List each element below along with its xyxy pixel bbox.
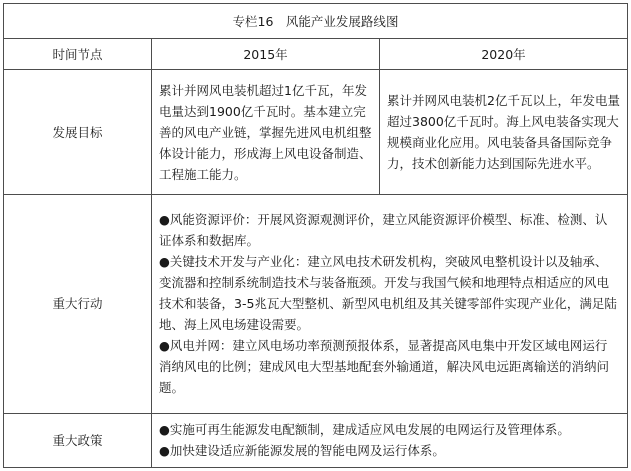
action-item-grid-connection: ●风电并网：建立风电场功率预测预报体系，显著提高风电集中开发区域电网运行消纳风电的比例；建成风电大型基地配套外输通道，解决风电远距离输送的消纳问题。 (159, 338, 610, 396)
policies-cell (152, 413, 628, 467)
policy-item-quota: ●实施可再生能源发电配额制，建成适应风电发展的电网运行及管理体系。 (159, 422, 570, 438)
actions-row (4, 194, 628, 413)
goals-row (4, 70, 628, 195)
header-time-node: 时间节点 (4, 39, 152, 70)
table-title: 专栏16 风能产业发展路线图 (4, 4, 628, 39)
actions-label: 重大行动 (4, 194, 152, 413)
header-2020: 2020年 (380, 39, 628, 70)
policies-row (4, 413, 628, 467)
policies-label: 重大政策 (4, 413, 152, 467)
actions-cell (152, 194, 628, 413)
goals-2020-cell: 累计并网风电装机2亿千瓦以上，年发电量超过3800亿千瓦时。海上风电装备实现大规模商业化应用。风电装备具备国际竞争力，技术创新能力达到国际先进水平。 (380, 70, 628, 195)
goals-2015-cell: 累计并网风电装机超过1亿千瓦，年发电量达到1900亿千瓦时。基本建立完善的风电产业链，掌握先进风电机组整体设计能力，形成海上风电设备制造、工程施工能力。 (152, 70, 380, 195)
roadmap-table (3, 3, 628, 468)
title-row (4, 4, 628, 39)
goals-label: 发展目标 (4, 70, 152, 195)
header-2015: 2015年 (152, 39, 380, 70)
header-row (4, 39, 628, 70)
action-item-resource-evaluation: ●风能资源评价：开展风资源观测评价，建立风能资源评价模型、标准、检测、认证体系和数据库。 (159, 212, 608, 249)
policy-item-smart-grid: ●加快建设适应新能源发展的智能电网及运行体系。 (159, 443, 445, 459)
action-item-key-technology: ●关键技术开发与产业化：建立风电技术研发机构，突破风电整机设计以及轴承、变流器和控制系统制造技术与装备瓶颈。开发与我国气候和地理特点相适应的风电技术和装备，3-5兆瓦大型整机、新型风电机组及其关键零部件实现产业化，满足陆地、海上风电场建设需要。 (159, 254, 617, 333)
